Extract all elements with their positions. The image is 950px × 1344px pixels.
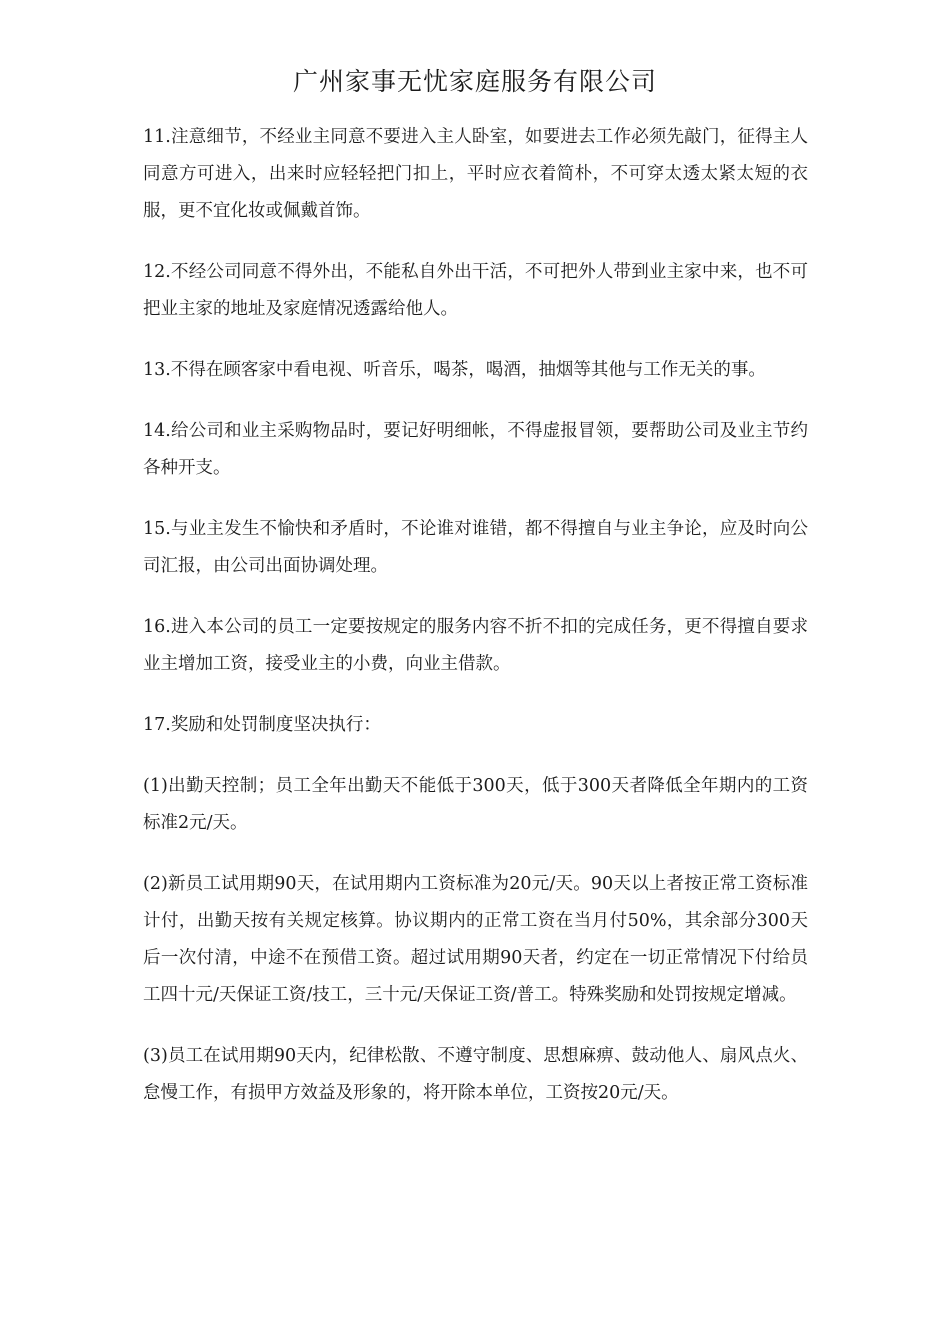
rule-17-item-3: (3)员工在试用期90天内，纪律松散、不遵守制度、思想麻痹、鼓动他人、扇风点火、怠慢工作，有损甲方效益及形象的，将开除本单位，工资按20元/天。 xyxy=(143,1046,808,1103)
rule-13-paragraph: 13.不得在顾客家中看电视、听音乐，喝茶，喝酒，抽烟等其他与工作无关的事。 xyxy=(143,360,766,380)
rule-15-paragraph: 15.与业主发生不愉快和矛盾时，不论谁对谁错，都不得擅自与业主争论，应及时向公司汇报，由公司出面协调处理。 xyxy=(143,519,808,576)
rule-17-item-2: (2)新员工试用期90天，在试用期内工资标准为20元/天。90天以上者按正常工资标准计付，出勤天按有关规定核算。协议期内的正常工资在当月付50%，其余部分300天后一次付清，中途不在预借工资。超过试用期90天者，约定在一切正常情况下付给员工四十元/天保证工资/技工，三十元/天保证工资/普工。特殊奖励和处罚按规定增减。 xyxy=(143,874,808,1005)
rule-17-item-1: (1)出勤天控制；员工全年出勤天不能低于300天，低于300天者降低全年期内的工资标准2元/天。 xyxy=(143,776,808,833)
document-title: 广州家事无忧家庭服务有限公司 xyxy=(292,67,657,96)
rule-12-paragraph: 12.不经公司同意不得外出，不能私自外出干活，不可把外人带到业主家中来，也不可把业主家的地址及家庭情况透露给他人。 xyxy=(143,262,808,319)
rule-11-paragraph: 11.注意细节，不经业主同意不要进入主人卧室，如要进去工作必须先敲门，征得主人同意方可进入，出来时应轻轻把门扣上，平时应衣着简朴，不可穿太透太紧太短的衣服，更不宜化妆或佩戴首饰。 xyxy=(143,127,808,221)
rule-17-heading: 17.奖励和处罚制度坚决执行： xyxy=(143,715,381,735)
document-body xyxy=(143,119,808,1136)
rule-14-paragraph: 14.给公司和业主采购物品时，要记好明细帐，不得虚报冒领，要帮助公司及业主节约各种开支。 xyxy=(143,421,808,478)
rule-16-paragraph: 16.进入本公司的员工一定要按规定的服务内容不折不扣的完成任务，更不得擅自要求业主增加工资，接受业主的小费，向业主借款。 xyxy=(143,617,808,674)
